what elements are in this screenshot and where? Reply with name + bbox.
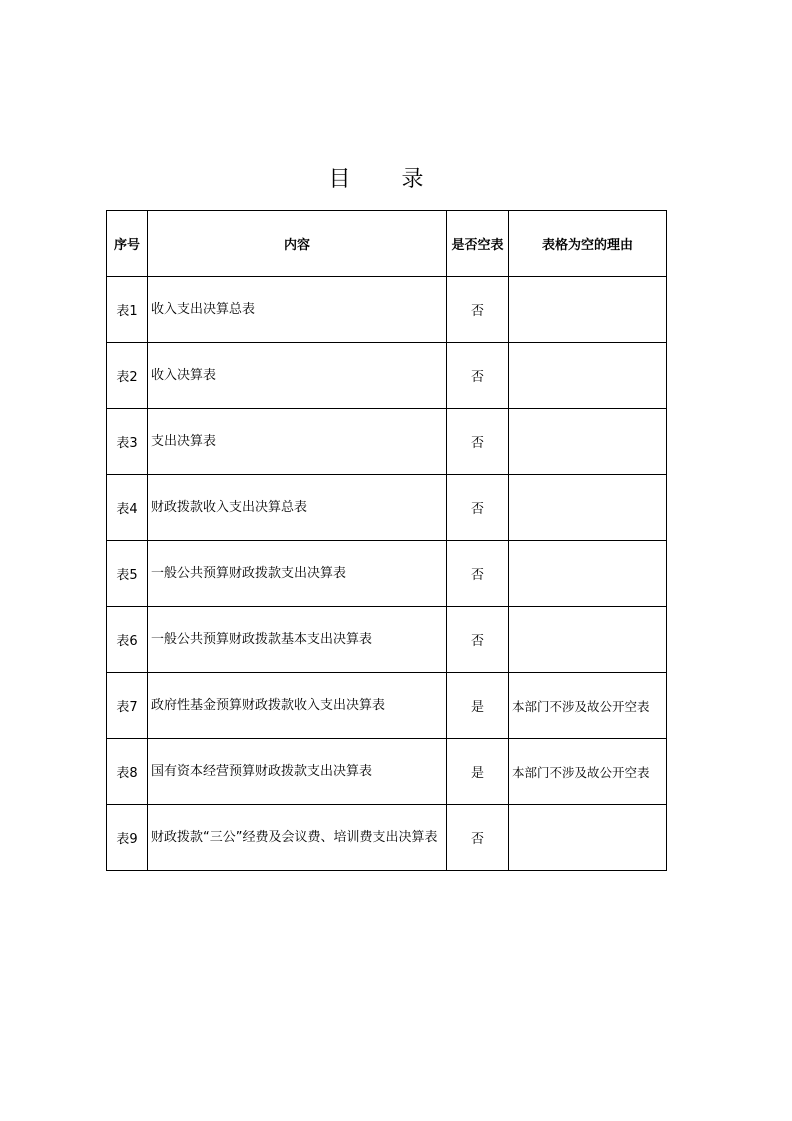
row-seq: 表9 bbox=[107, 805, 148, 871]
row-seq: 表6 bbox=[107, 607, 148, 673]
row-reason bbox=[509, 475, 667, 541]
row-reason bbox=[509, 277, 667, 343]
row-reason: 本部门不涉及故公开空表 bbox=[509, 739, 667, 805]
row-seq: 表5 bbox=[107, 541, 148, 607]
row-content: 收入支出决算总表 bbox=[148, 277, 447, 343]
table-row bbox=[107, 739, 667, 805]
row-seq: 表1 bbox=[107, 277, 148, 343]
row-content: 财政拨款收入支出决算总表 bbox=[148, 475, 447, 541]
row-reason bbox=[509, 343, 667, 409]
row-is-empty: 否 bbox=[447, 475, 509, 541]
row-seq: 表4 bbox=[107, 475, 148, 541]
table-row bbox=[107, 409, 667, 475]
row-content: 一般公共预算财政拨款支出决算表 bbox=[148, 541, 447, 607]
row-is-empty: 否 bbox=[447, 541, 509, 607]
table-row bbox=[107, 805, 667, 871]
row-content: 财政拨款“三公”经费及会议费、培训费支出决算表 bbox=[148, 805, 447, 871]
table-row bbox=[107, 277, 667, 343]
row-is-empty: 是 bbox=[447, 739, 509, 805]
row-reason bbox=[509, 607, 667, 673]
row-content: 收入决算表 bbox=[148, 343, 447, 409]
toc-table bbox=[106, 210, 667, 871]
page-title: 目 录 bbox=[328, 167, 446, 192]
row-seq: 表2 bbox=[107, 343, 148, 409]
row-seq: 表8 bbox=[107, 739, 148, 805]
header-reason: 表格为空的理由 bbox=[509, 211, 667, 277]
header-is-empty: 是否空表 bbox=[447, 211, 509, 277]
row-reason bbox=[509, 409, 667, 475]
row-is-empty: 否 bbox=[447, 277, 509, 343]
row-seq: 表3 bbox=[107, 409, 148, 475]
table-row bbox=[107, 343, 667, 409]
row-is-empty: 否 bbox=[447, 409, 509, 475]
table-row bbox=[107, 673, 667, 739]
table-row bbox=[107, 607, 667, 673]
header-content: 内容 bbox=[148, 211, 447, 277]
row-is-empty: 否 bbox=[447, 343, 509, 409]
row-reason bbox=[509, 805, 667, 871]
table-row bbox=[107, 541, 667, 607]
row-content: 一般公共预算财政拨款基本支出决算表 bbox=[148, 607, 447, 673]
row-reason: 本部门不涉及故公开空表 bbox=[509, 673, 667, 739]
row-is-empty: 否 bbox=[447, 805, 509, 871]
row-content: 政府性基金预算财政拨款收入支出决算表 bbox=[148, 673, 447, 739]
row-seq: 表7 bbox=[107, 673, 148, 739]
row-content: 国有资本经营预算财政拨款支出决算表 bbox=[148, 739, 447, 805]
row-reason bbox=[509, 541, 667, 607]
table-row bbox=[107, 475, 667, 541]
row-is-empty: 否 bbox=[447, 607, 509, 673]
row-is-empty: 是 bbox=[447, 673, 509, 739]
header-seq: 序号 bbox=[107, 211, 148, 277]
header-row bbox=[107, 211, 667, 277]
row-content: 支出决算表 bbox=[148, 409, 447, 475]
